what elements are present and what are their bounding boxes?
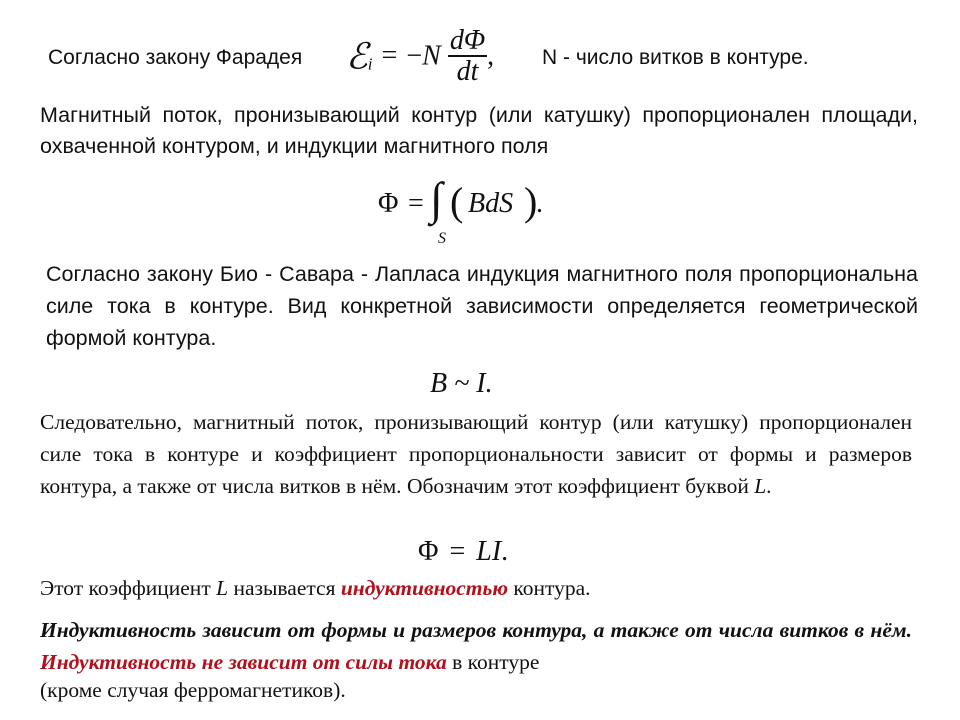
- coefficient-paragraph-main: Следовательно, магнитный поток, пронизывающий контур (или катушку) пропорционален силе тока в контуре и коэффициент пропорциональности зависит от формы и размеров контура, а также от числа витков в нём.: [40, 410, 912, 498]
- faraday-equation: [346, 26, 494, 87]
- inductance-line-before: Этот коэффициент: [40, 576, 211, 600]
- li-equals: =: [449, 536, 466, 567]
- coefficient-paragraph: [40, 406, 912, 502]
- inductance-letter: L: [216, 576, 229, 600]
- coefficient-paragraph-end: .: [766, 474, 772, 498]
- faraday-intro-text: Согласно закону Фарадея: [48, 46, 303, 69]
- derivative-fraction: [448, 26, 487, 87]
- li-rhs: LI: [476, 536, 502, 567]
- b-proportional-equation: B ~ I.: [430, 368, 493, 399]
- fraction-denominator: dt: [456, 56, 479, 88]
- fraction-numerator: dΦ: [449, 25, 486, 56]
- integrand: BdS: [468, 188, 514, 219]
- inductance-term: индуктивностью: [340, 576, 509, 600]
- flux-paragraph: Магнитный поток, пронизывающий контур (или катушку) пропорционален площади, охваченной контуром, и индукции магнитного поля: [40, 103, 918, 158]
- ferromagnet-exception-line: (кроме случая ферромагнетиков).: [40, 678, 346, 702]
- emf-subscript: i: [367, 54, 373, 74]
- integral-subscript: S: [438, 230, 446, 247]
- inductance-independent-text: Индуктивность не зависит от силы тока: [40, 650, 447, 674]
- flux-symbol: Φ: [378, 188, 399, 219]
- flux-dot: .: [536, 188, 543, 219]
- coefficient-letter: L: [754, 474, 767, 498]
- integral-sign: ∫: [430, 173, 443, 224]
- faraday-line: [48, 26, 928, 104]
- inductance-line-middle: называется: [233, 576, 336, 600]
- inductance-depends-text: Индуктивность зависит от формы и размеров контура, а также от числа витков в нём.: [40, 618, 912, 642]
- faraday-n-definition: N - число витков в контуре.: [542, 46, 809, 69]
- coefficient-paragraph-tail: Обозначим этот коэффициент буквой: [406, 474, 749, 498]
- flux-integral-equation: [378, 173, 578, 252]
- eq-comma: ,: [487, 40, 495, 72]
- paren-open: (: [450, 179, 464, 224]
- biot-savart-paragraph: Согласно закону Био - Савара - Лапласа индукция магнитного поля пропорциональна силе тока в контуре. Вид конкретной зависимости определяется геометрической формой контура.: [46, 262, 918, 350]
- equals-sign: =: [381, 40, 398, 72]
- li-dot: .: [501, 536, 509, 567]
- flux-li-equation: [418, 536, 508, 568]
- paren-close: ): [524, 179, 538, 224]
- minus-sign: −: [406, 40, 423, 72]
- emf-symbol: ℰ: [346, 36, 368, 77]
- inductance-properties-paragraph: [40, 614, 912, 678]
- inductance-final-tail: в контуре: [452, 650, 540, 674]
- turns-coef: N: [422, 40, 441, 72]
- inductance-definition-line: [40, 576, 591, 601]
- inductance-line-after: контура.: [513, 576, 591, 600]
- li-flux-symbol: Φ: [418, 536, 439, 567]
- flux-equals: =: [408, 188, 424, 219]
